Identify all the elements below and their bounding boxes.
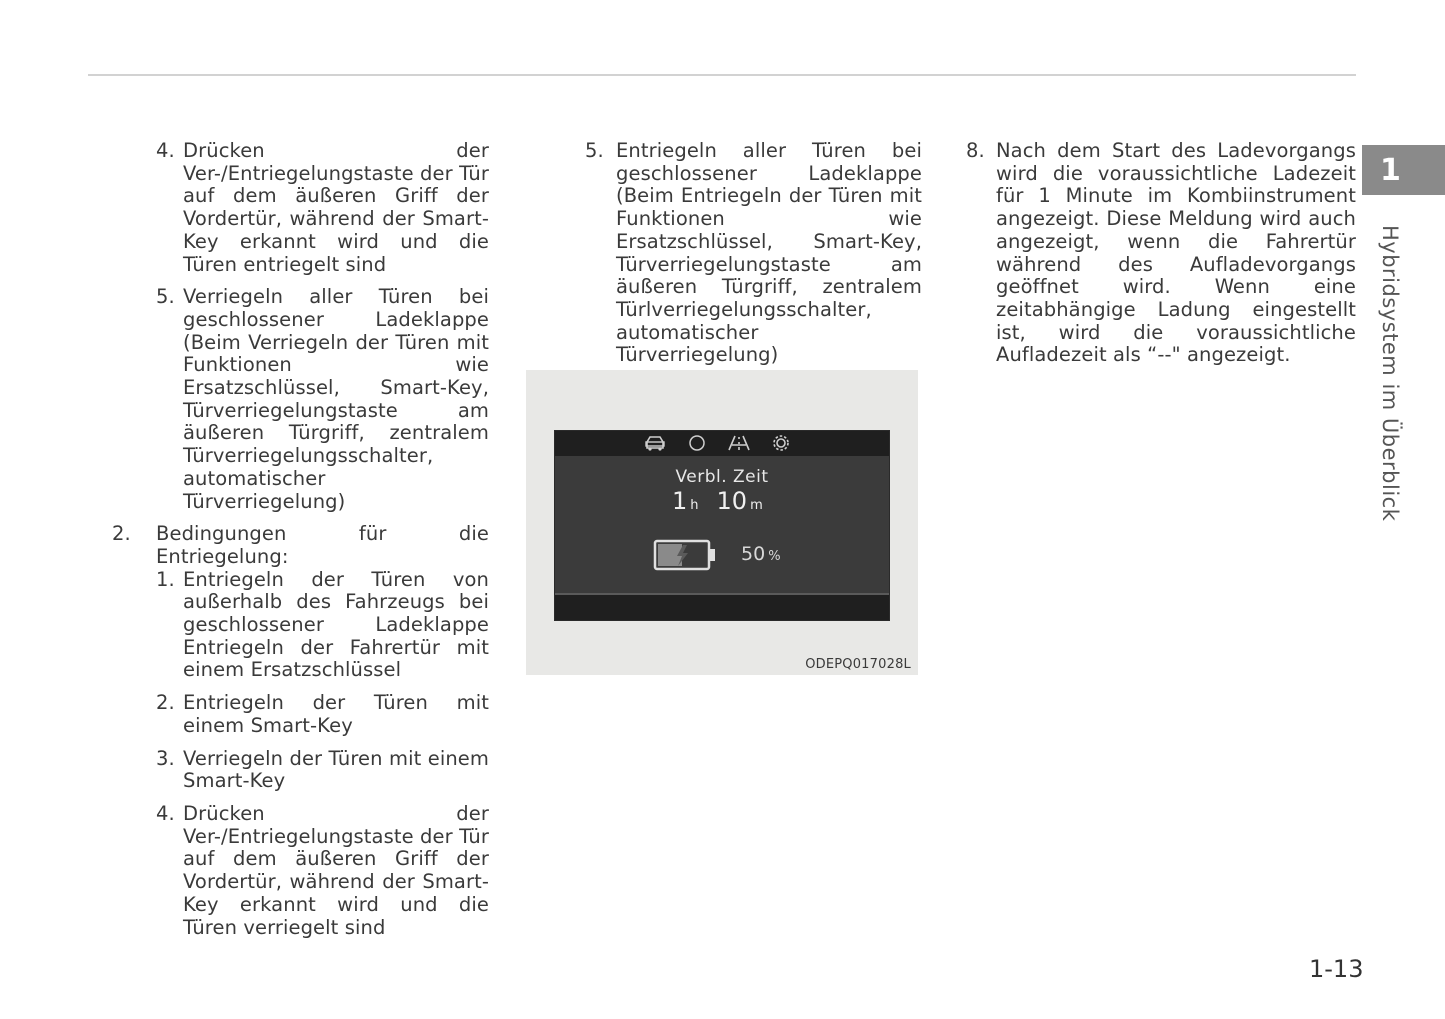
item-text: Verriegeln aller Türen bei geschlossener Ladeklappe (Beim Verriegeln der Türen mit Funktionen wie Ersatzschlüssel, Smart-Key, Türverriegelungstaste am äußeren Türgriff, zentralem Türverriegelungsschalter, automatischer Türverriegelung) (183, 285, 489, 513)
list-item (156, 140, 489, 276)
list-item (156, 692, 489, 737)
instrument-cluster-display (554, 430, 890, 621)
right-column (966, 140, 1356, 367)
item-text: Nach dem Start des Ladevorgangs wird die voraussichtliche Ladezeit für 1 Minute im Kombiinstrument angezeigt. Diese Meldung wird auch angezeigt, wenn die Fahrertür während des Aufladevorgangs geöffnet wird. Wenn eine zeitabhängige Ladung eingestellt ist, wird die voraussichtliche Aufladezeit als “--" angezeigt. (996, 139, 1356, 367)
list-item (585, 140, 922, 367)
remaining-time-label: Verbl. Zeit (675, 467, 769, 487)
list-item (156, 803, 489, 939)
item-text: Verriegeln der Türen mit einem Smart-Key (183, 746, 489, 793)
item-number: 5. (585, 139, 604, 162)
item-number: 1. (156, 567, 175, 591)
list-item (112, 523, 489, 568)
page-number: 1-13 (1309, 955, 1364, 983)
middle-column (585, 140, 922, 367)
hours-value: 1 (672, 487, 688, 515)
item-text: Entriegeln der Türen von außerhalb des Fahrzeugs bei geschlossener Ladeklappe Entriegeln der Fahrertür mit einem Ersatzschlüssel (183, 567, 489, 682)
car-icon (643, 434, 667, 452)
hours-unit: h (690, 498, 699, 513)
cluster-bottom-bar (555, 593, 889, 620)
remaining-time-value (672, 487, 781, 515)
percent-value: 50 (741, 543, 766, 565)
list-item (156, 569, 489, 683)
item-number: 4. (156, 139, 175, 162)
road-icon (727, 434, 751, 452)
cluster-figure (526, 370, 918, 675)
list-item (966, 140, 1356, 367)
figure-code: ODEPQ017028L (805, 657, 911, 672)
left-column (112, 140, 489, 939)
item-number: 8. (966, 139, 985, 162)
header-rule (88, 74, 1356, 76)
item-number: 4. (156, 801, 175, 825)
item-text: Drücken der Ver-/Entriegelungstaste der Tür auf dem äußeren Griff der Vordertür, während der Smart-Key erkannt wird und die Türen verriegelt sind (183, 801, 489, 939)
item-number: 2. (112, 522, 131, 546)
compass-icon (687, 434, 707, 452)
item-text: Drücken der Ver-/Entriegelungstaste der Tür auf dem äußeren Griff der Vordertür, während der Smart-Key erkannt wird und die Türen entriegelt sind (183, 139, 489, 276)
chapter-tab: 1 (1362, 145, 1445, 195)
battery-icon (653, 539, 717, 575)
minutes-value: 10 (716, 487, 748, 515)
item-text: Entriegeln aller Türen bei geschlossener Ladeklappe (Beim Entriegeln der Türen mit Funktionen wie Ersatzschlüssel, Smart-Key, Türverriegelungstaste am äußeren Türgriff, zentralem Türlverriegelungsschalter, automatischer Türverriegelung) (616, 139, 922, 367)
item-number: 5. (156, 285, 175, 309)
cluster-top-bar (555, 431, 889, 456)
charge-percentage (741, 543, 781, 565)
percent-unit: % (768, 549, 781, 564)
list-item (156, 286, 489, 513)
chapter-title: Hybridsystem im Überblick (1378, 225, 1402, 522)
list-item (156, 748, 489, 793)
item-number: 3. (156, 746, 175, 770)
item-number: 2. (156, 691, 175, 715)
item-text: Bedingungen für die Entriegelung: (156, 522, 489, 568)
minutes-unit: m (750, 498, 763, 513)
item-text: Entriegeln der Türen mit einem Smart-Key (183, 691, 489, 737)
gear-icon (771, 434, 791, 452)
